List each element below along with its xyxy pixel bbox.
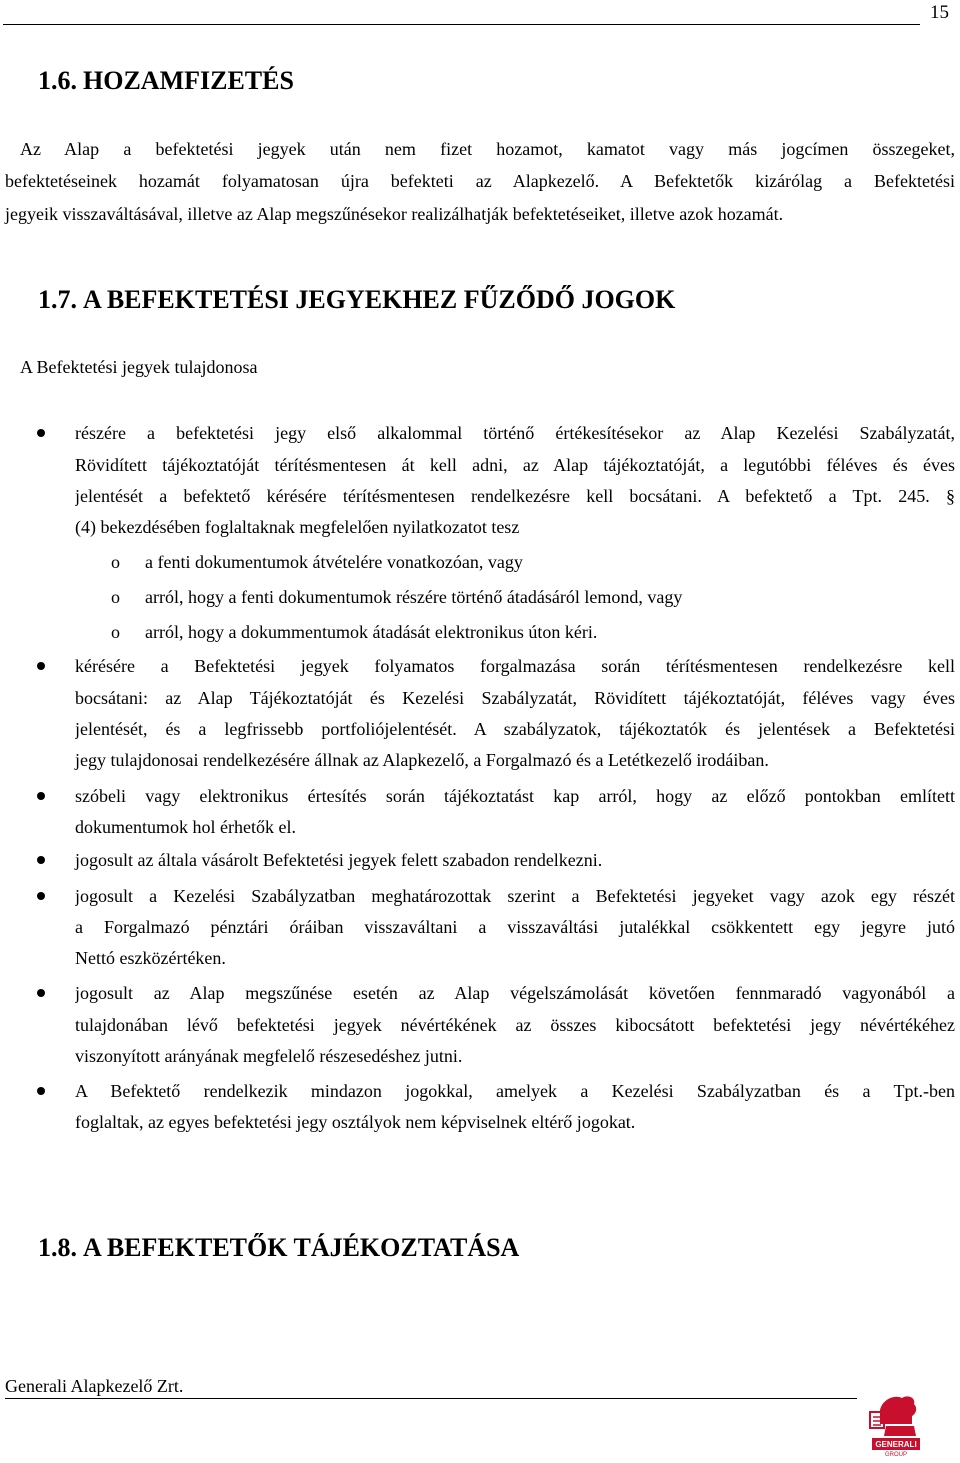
section-title: A BEFEKTETŐK TÁJÉKOZTATÁSA — [83, 1233, 520, 1262]
bullet-line: részére a befektetési jegy első alkalommal történő értékesítésekor az Alap Kezelési Szabályzatát, — [75, 423, 955, 443]
bullet-line: szóbeli vagy elektronikus értesítés során tájékoztatást kap arról, hogy az előző pontokban említett — [75, 786, 955, 806]
sub-item: arról, hogy a dokummentumok átadását elektronikus úton kéri. — [145, 622, 598, 642]
bullet-line: (4) bekezdésében foglaltaknak megfelelően nyilatkozatot tesz — [75, 517, 520, 537]
header-rule — [3, 24, 920, 25]
sub-item: arról, hogy a fenti dokumentumok részére történő átadásáról lemond, vagy — [145, 587, 683, 607]
bullet-line: jogosult az általa vásárolt Befektetési jegyek felett szabadon rendelkezni. — [75, 850, 603, 870]
bullet-line: viszonyított arányának megfelelő részesedéshez jutni. — [75, 1046, 463, 1066]
section-heading-1-6 — [38, 66, 294, 96]
bullet-icon — [37, 856, 45, 864]
bullet-icon — [37, 989, 45, 997]
section-title: A BEFEKTETÉSI JEGYEKHEZ FŰZŐDŐ JOGOK — [83, 285, 676, 314]
bullet-line: jegy tulajdonosai rendelkezésére állnak az Alapkezelő, a Forgalmazó és a Letétkezelő irodáiban. — [75, 750, 769, 770]
bullet-line: Rövidített tájékoztatóját térítésmentesen át kell adni, az Alap tájékoztatóját, a legutóbbi féléves és éves — [75, 455, 955, 475]
bullet-line: kérésére a Befektetési jegyek folyamatos forgalmazása során térítésmentesen rendelkezésre kell — [75, 656, 955, 676]
svg-text:GROUP: GROUP — [884, 1452, 908, 1458]
sub-item: a fenti dokumentumok átvételére vonatkozóan, vagy — [145, 552, 523, 572]
bullet-icon — [37, 1087, 45, 1095]
bullet-line: jelentését, és a legfrissebb portfoliójelentését. A szabályzatok, tájékoztatók és jelentések a Befektetési — [75, 719, 955, 739]
bullet-line: a Forgalmazó pénztári óráiban visszaváltani a visszaváltási jutalékkal csökkentett egy jegyre jutó — [75, 917, 955, 937]
intro-text: A Befektetési jegyek tulajdonosa — [20, 357, 258, 377]
bullet-line: A Befektető rendelkezik mindazon jogokkal, amelyek a Kezelési Szabályzatban és a Tpt.-ben — [75, 1081, 955, 1101]
footer-rule — [5, 1398, 857, 1399]
bullet-line: jogosult az Alap megszűnése esetén az Alap végelszámolását követően fennmaradó vagyonából a — [75, 983, 955, 1003]
paragraph-line: Az Alap a befektetési jegyek után nem fizet hozamot, kamatot vagy más jogcímen összegeket, — [20, 139, 955, 159]
paragraph-line: jegyeik visszaváltásával, illetve az Alap megszűnésekor realizálhatják befektetéseiket, illetve azok hozamát. — [5, 204, 784, 224]
bullet-icon — [37, 662, 45, 670]
bullet-line: Nettó eszközértéken. — [75, 948, 226, 968]
bullet-line: jelentését a befektető kérésére térítésmentesen rendelkezésre kell bocsátani. A befektető a Tpt. 245. § — [75, 486, 955, 506]
paragraph-line: befektetéseinek hozamát folyamatosan újra befekteti az Alapkezelő. A Befektetők kizárólag a Befektetési — [5, 171, 955, 191]
section-number: 1.6. — [38, 66, 77, 95]
generali-logo — [866, 1390, 926, 1458]
lion-logo-icon — [866, 1390, 926, 1458]
section-number: 1.8. — [38, 1233, 77, 1262]
sub-bullet-icon: o — [111, 552, 120, 572]
sub-bullet-icon: o — [111, 622, 120, 642]
page-number: 15 — [930, 2, 949, 23]
section-heading-1-8 — [38, 1233, 519, 1263]
svg-text:GENERALI: GENERALI — [875, 1440, 917, 1449]
section-title: HOZAMFIZETÉS — [83, 66, 294, 95]
bullet-line: tulajdonában lévő befektetési jegyek névértékének az összes kibocsátott befektetési jegy névértékéhez — [75, 1015, 955, 1035]
bullet-line: bocsátani: az Alap Tájékoztatóját és Kezelési Szabályzatát, Rövidített tájékoztatóját, féléves vagy éves — [75, 688, 955, 708]
bullet-line: dokumentumok hol érhetők el. — [75, 817, 296, 837]
bullet-line: foglaltak, az egyes befektetési jegy osztályok nem képviselnek eltérő jogokat. — [75, 1112, 636, 1132]
footer-company: Generali Alapkezelő Zrt. — [5, 1376, 184, 1396]
bullet-line: jogosult a Kezelési Szabályzatban meghatározottak szerint a Befektetési jegyeket vagy azok egy részét — [75, 886, 955, 906]
bullet-icon — [37, 429, 45, 437]
section-number: 1.7. — [38, 285, 77, 314]
section-heading-1-7 — [38, 285, 675, 315]
bullet-icon — [37, 792, 45, 800]
sub-bullet-icon: o — [111, 587, 120, 607]
bullet-icon — [37, 892, 45, 900]
